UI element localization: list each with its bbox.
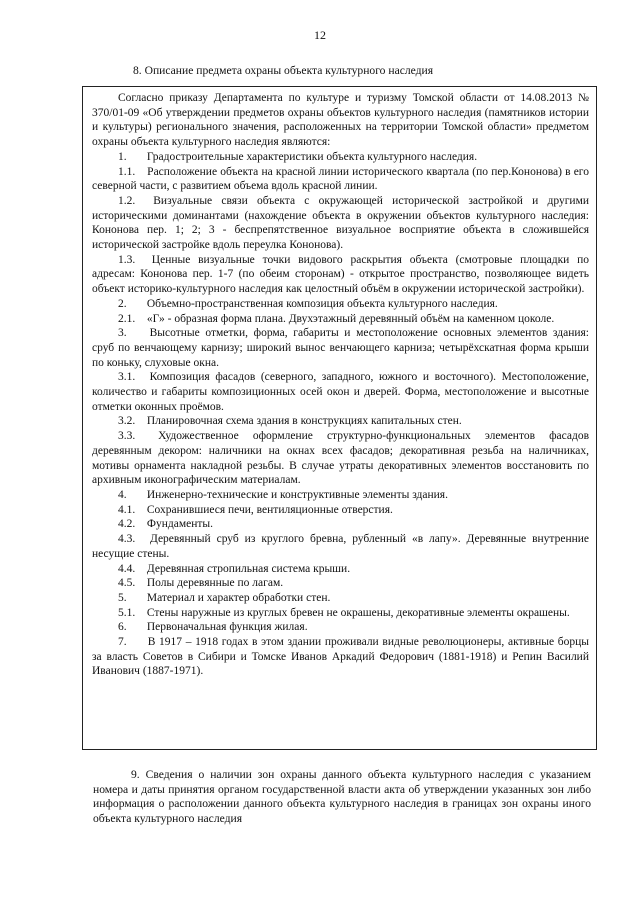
protection-item-number: 3.1.	[118, 371, 136, 384]
protection-items-list	[92, 150, 589, 679]
section-8-heading: 8. Описание предмета охраны объекта культурного наследия	[133, 64, 434, 77]
protection-item	[92, 194, 589, 253]
protection-item-number: 4.1.	[118, 503, 136, 516]
protection-item-number: 4.3.	[118, 533, 136, 546]
protection-item-number: 4.5.	[118, 577, 136, 590]
protection-item-number: 6.	[118, 621, 127, 634]
protection-item	[92, 253, 589, 297]
protection-item-number: 5.1.	[118, 606, 136, 619]
protection-item-text: Планировочная схема здания в конструкциях капитальных стен.	[146, 415, 462, 428]
protection-item-number: 4.2.	[118, 518, 136, 531]
section-9-block	[93, 768, 591, 826]
section-9-text: 9. Сведения о наличии зон охраны данного объекта культурного наследия с указанием номера и даты принятия органом государственной власти акта об утверждении указанных зон либо информация о расположении данного объекта культурного наследия в границах зон охраны иного объекта культурного наследия	[93, 768, 591, 825]
protection-item	[92, 312, 589, 327]
protection-item-text: Фундаменты.	[146, 518, 213, 531]
protection-item-text: Полы деревянные по лагам.	[146, 577, 284, 590]
protection-item-number: 4.4.	[118, 562, 136, 575]
protection-item-text: «Г» - образная форма плана. Двухэтажный деревянный объём на каменном цоколе.	[146, 312, 555, 325]
protection-item	[92, 488, 589, 503]
protection-item-text: Деревянный сруб из круглого бревна, рубленный «в лапу». Деревянные внутренние несущие стены.	[92, 533, 590, 560]
intro-paragraph: Согласно приказу Департамента по культуре и туризму Томской области от 14.08.2013 № 370/01-09 «Об утверждении предметов охраны объектов культурного наследия (памятников истории и культуры) регионального значения, расположенных на территории Томской области» предметом охраны объекта культурного наследия являются:	[92, 92, 589, 149]
protection-item	[92, 620, 589, 635]
protection-item	[92, 635, 589, 679]
protection-item-number: 3.	[118, 327, 127, 340]
protection-item-number: 1.1.	[118, 165, 136, 178]
protection-item	[92, 503, 589, 518]
protection-item	[92, 297, 589, 312]
protection-item	[92, 606, 589, 621]
protection-item-text: Объемно-пространственная композиция объекта культурного наследия.	[146, 297, 498, 310]
protection-item-number: 7.	[118, 636, 127, 649]
protection-item	[92, 562, 589, 577]
protection-item-number: 1.2.	[118, 194, 136, 207]
protection-item-text: Деревянная стропильная система крыши.	[146, 562, 351, 575]
protection-item-number: 1.3.	[118, 253, 136, 266]
protection-item	[92, 150, 589, 165]
protection-item-text: Композиция фасадов (северного, западного, южного и восточного). Местоположение, количество и габариты композиционных осей окон и дверей. Форма, местоположение и высотные отметки оконных проёмов.	[92, 371, 589, 413]
protection-item-text: Визуальные связи объекта с окружающей исторической застройкой и другими историческими доминантами (нахождение объекта в окружении объектов культурного наследия: Кононова пер. 1; 2; 3 - беспрепятственное визуальное восприятие объекта в сложившейся исторической застройке вдоль переулка Кононова).	[92, 194, 590, 252]
protection-item	[92, 517, 589, 532]
protection-item	[92, 576, 589, 591]
protection-item-text: Художественное оформление структурно-функциональных элементов фасадов деревянным декором: наличники на окнах всех фасадов; декоративная резьба на наличниках, мотивы орнамента накладной резьбы. В случае утраты декоративных элементов восстановить по архивным иконографическим материалам.	[92, 430, 590, 487]
protection-item	[92, 591, 589, 606]
protection-item-text: Материал и характер обработки стен.	[146, 591, 331, 604]
protection-item	[92, 165, 589, 194]
protection-item	[92, 429, 589, 488]
protection-item-number: 2.1.	[118, 312, 136, 325]
protection-item	[92, 414, 589, 429]
protection-subject-frame	[82, 86, 597, 750]
protection-item-number: 5.	[118, 591, 127, 604]
protection-item-number: 4.	[118, 488, 127, 501]
protection-item	[92, 326, 589, 370]
protection-item-text: Градостроительные характеристики объекта культурного наследия.	[146, 150, 478, 163]
protection-item-text: В 1917 – 1918 годах в этом здании проживали видные революционеры, активные борцы за власть Советов в Сибири и Томске Иванов Аркадий Федорович (1881-1918) и Репин Василий Иванович (1887-1971).	[92, 636, 590, 678]
protection-item-text: Ценные визуальные точки видового раскрытия объекта (смотровые площадки по адресам: Кононова пер. 1-7 (по обеим сторонам) - открытое пространство, позволяющее видеть объект историко-культурного наследия как целостный объём в окружении исторической застройки).	[92, 253, 589, 296]
page-number: 12	[314, 28, 326, 42]
protection-item-text: Расположение объекта на красной линии исторического квартала (по пер.Кононова) в его северной части, с развитием объема вдоль красной линии.	[92, 165, 589, 193]
protection-item-text: Высотные отметки, форма, габариты и местоположение основных элементов здания: сруб по венчающему карнизу; широкий вынос венчающего карниза; четырёхскатная форма крыши по коньку, слуховые окна.	[92, 327, 589, 369]
protection-subject-text	[92, 91, 589, 679]
protection-item-number: 1.	[118, 150, 127, 163]
protection-item-text: Инженерно-технические и конструктивные элементы здания.	[146, 488, 448, 501]
protection-item-text: Сохранившиеся печи, вентиляционные отверстия.	[146, 503, 393, 516]
protection-item-number: 2.	[118, 297, 127, 310]
protection-item-text: Первоначальная функция жилая.	[146, 621, 308, 634]
protection-item-text: Стены наружные из круглых бревен не окрашены, декоративные элементы окрашены.	[146, 606, 570, 619]
protection-item-number: 3.3.	[118, 430, 136, 443]
protection-item-number: 3.2.	[118, 415, 136, 428]
protection-item	[92, 370, 589, 414]
protection-item	[92, 532, 589, 561]
